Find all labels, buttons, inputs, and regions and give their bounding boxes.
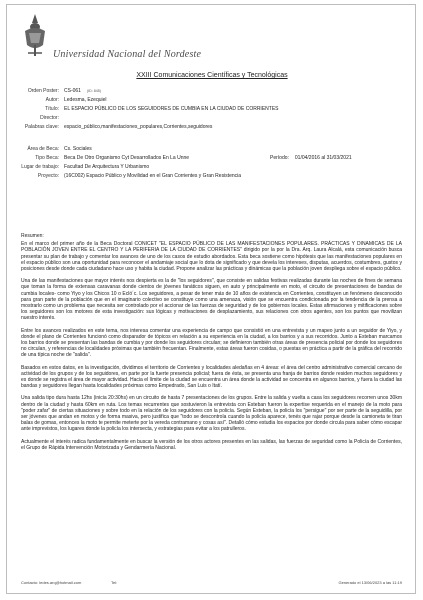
orden-value: CS-061 bbox=[64, 88, 81, 94]
document-page bbox=[6, 4, 416, 594]
generated-timestamp: Generado el 13/06/2023 a las 11:19 bbox=[338, 580, 402, 585]
tipo-label: Tipo Beca: bbox=[35, 155, 59, 161]
proyecto-value: (16C002) Espacio Público y Movilidad en el Gran Corrientes y Gran Resistencia bbox=[64, 173, 242, 179]
contact-tel: Tel: bbox=[111, 580, 118, 585]
palabras-value: espacio_público,manifestaciones_populares,Corrientes,seguidores bbox=[64, 124, 213, 130]
palabras-label: Palabras clave: bbox=[24, 124, 59, 130]
proyecto-label: Proyecto: bbox=[37, 173, 59, 179]
resumen-heading: Resumen: bbox=[21, 233, 44, 239]
area-label: Área de Beca: bbox=[27, 146, 59, 152]
autor-value: Ledesma, Ezequiel bbox=[64, 97, 107, 103]
university-name: Universidad Nacional del Nordeste bbox=[53, 49, 202, 60]
tipo-value: Beca De Otro Organismo Cyt Desarrollados En La Unne bbox=[64, 155, 190, 161]
resumen-section bbox=[21, 233, 402, 457]
conference-title: XXIII Comunicaciones Científicas y Tecnológicas bbox=[136, 72, 288, 79]
lugar-value: Facultad De Arquitectura Y Urbanismo bbox=[64, 164, 150, 170]
orden-id: (ID: 845) bbox=[86, 89, 101, 93]
director-label: Director: bbox=[40, 115, 59, 121]
university-emblem-icon bbox=[20, 13, 50, 57]
autor-label: Autor: bbox=[45, 97, 59, 103]
resumen-paragraph-5: Una salida tipo dura hasta 12hs (inicia 20:30hs) en un circuito de hasta 7 presentaciones de los grupos. Entre la salida y vuelta a casa los seguidores recorren unos 30km dentro de la ciudad y hasta 60km en ruta. Los temas recurrentes que sostuvieron la entrevista con Esteban fueron la expertise requerida en el manejo de la moto para "poder zafar" de ciertas situaciones y sobre todo en la relación de los seguidores con la policía. Según Esteban, la policía los "persigue" por ser parte de la seguidilla, por ser jóvenes que andan en motos y de forma masiva, pero justifica que "todo se descontrola cuando la policía aparece, tenés que rajar porque desde la camioneta te tiran balas de gomas, entonces la moto te permite meterte por la vereda contramano y cosas así". Detalló cómo estudia los espacios por donde circula para saber cómo escapar ante imprevistos, los lugares donde la policía los intersecta, y estrategias para evitar a los patrulleros. bbox=[21, 395, 402, 433]
resumen-paragraph-6: Actualmente el interés radica fundamentalmente en buscar la versión de los otros actores presentes en las salidas, las fuerzas de seguridad como la Policía de Corrientes, el Grupo de Rápida Intervención Motorizada y Gendarmería Nacional. bbox=[21, 438, 402, 451]
resumen-paragraph-1: En el marco del primer año de la Beca Doctoral CONICET "EL ESPACIO PÚBLICO DE LAS MANIFESTACIONES POPULARES. PRÁCTICAS Y DINAMICAS DE LA POBLACIÓN JOVEN ENTRE EL CENTRO Y LA PERIFERIA DE LA CIUDAD DE CORRIENTES" dirigido por la por la Dra. Arq. Laura Alcalá, esta comunicación busca presentar su plan de trabajo y comentar los avances de uno de los casos de estudio abordados. Esta beca sostiene como hipótesis que las manifestaciones populares en el espacio público son una oportunidad para reconocer el andamiaje social que lo dota de significado y que devela los intereses, disputas, acuerdos, costumbres, gustos y posiciones desde donde cada ciudadano hace uso y habita la ciudad. Propone analizar las prácticas y dinámicas que la población joven despliega sobre el espacio público. bbox=[21, 241, 402, 273]
periodo-label: Período: bbox=[270, 155, 289, 161]
area-value: Cs. Sociales bbox=[64, 146, 92, 152]
contact-email: Contacto: ledes.arq@hotmail.com bbox=[21, 580, 82, 585]
titulo-value: EL ESPACIO PÚBLICO DE LOS SEGUIDORES DE CUMBIA EN LA CIUDAD DE CORRIENTES bbox=[64, 106, 279, 112]
university-logo bbox=[20, 13, 201, 60]
lugar-label: Lugar de trabajo: bbox=[21, 164, 59, 170]
titulo-label: Título: bbox=[45, 106, 59, 112]
resumen-paragraph-4: Basados en estos datos, en la investigación, dividimos el territorio de Corrientes y localidades aledañas en 4 áreas: el área del centro administrativo comercial cercano de actividad de los grupos y de los seguidores, en parte por la fuerte presencia policial; fuera de ésta, se presenta una franja de barrios donde residen muchos seguidores y es donde se registra el área de mayor actividad. Hacia el límite de la ciudad se encuentra un área donde la actividad se concentra en algunos barrios, y fuera la ciudad las bandas y seguidores llegan hasta localidades próximas como Empedrado, San Luis o Itatí. bbox=[21, 364, 402, 390]
resumen-paragraph-2: Una de las manifestaciones que mayor interés nos despierta es la de "los seguidores", que consiste en salidas festivas realizadas durante las noches de fines de semana que toman la forma de extensas caravanas donde cientos de jóvenes fanáticos siguen, en auto y principalmente en moto, el circuito de presentaciones de bandas de cumbia locales- como Yiyo y los Chicos 10 o Ecló´c. Los seguidores, a pesar de tener más de 10 años de existencia en Corrientes, constituyen un fenómeno desconocido para gran parte de la población que en el imaginario colectivo se constituye como una amenaza, visión que se encuentra condicionada por la tendencia de la prensa a mostrarlo como un problema que necesita ser controlado por el accionar de las fuerzas de seguridad y de los gobiernos locales. Estas afirmaciones y mitificaciones sobre los seguidores son los motores de esta investigación: sus lógicas y motivaciones de desplazamiento, sus relaciones con otros agentes, son los puntos que movilizan nuestro interés. bbox=[21, 278, 402, 322]
periodo-value: 01/04/2016 al 31/03/2021 bbox=[294, 155, 352, 161]
resumen-paragraph-3: Entre los avances realizados en este tema, nos interesa comentar una experiencia de campo que consistió en una entrevista y un mapeo junto a un seguidor de Yiyo, y donde el plano de Corrientes funcionó como disparador de tópicos en relación a su experiencia en la ciudad, a los barrios y a sus recorridos. Junto a Esteban marcamos los barrios donde se presentan las bandas de cumbia y por donde los seguidores circulan; se definieron también otras áreas de presencia policial por donde los seguidores no circulan, y referencias de localidades próximas que también frecuentan. Finalmente, estas áreas fueron cosidas, o puestas en práctica a partir de la gráfica del recorrido de una típica noche de "salida". bbox=[21, 327, 402, 359]
orden-label: Orden Poster: bbox=[27, 88, 59, 94]
